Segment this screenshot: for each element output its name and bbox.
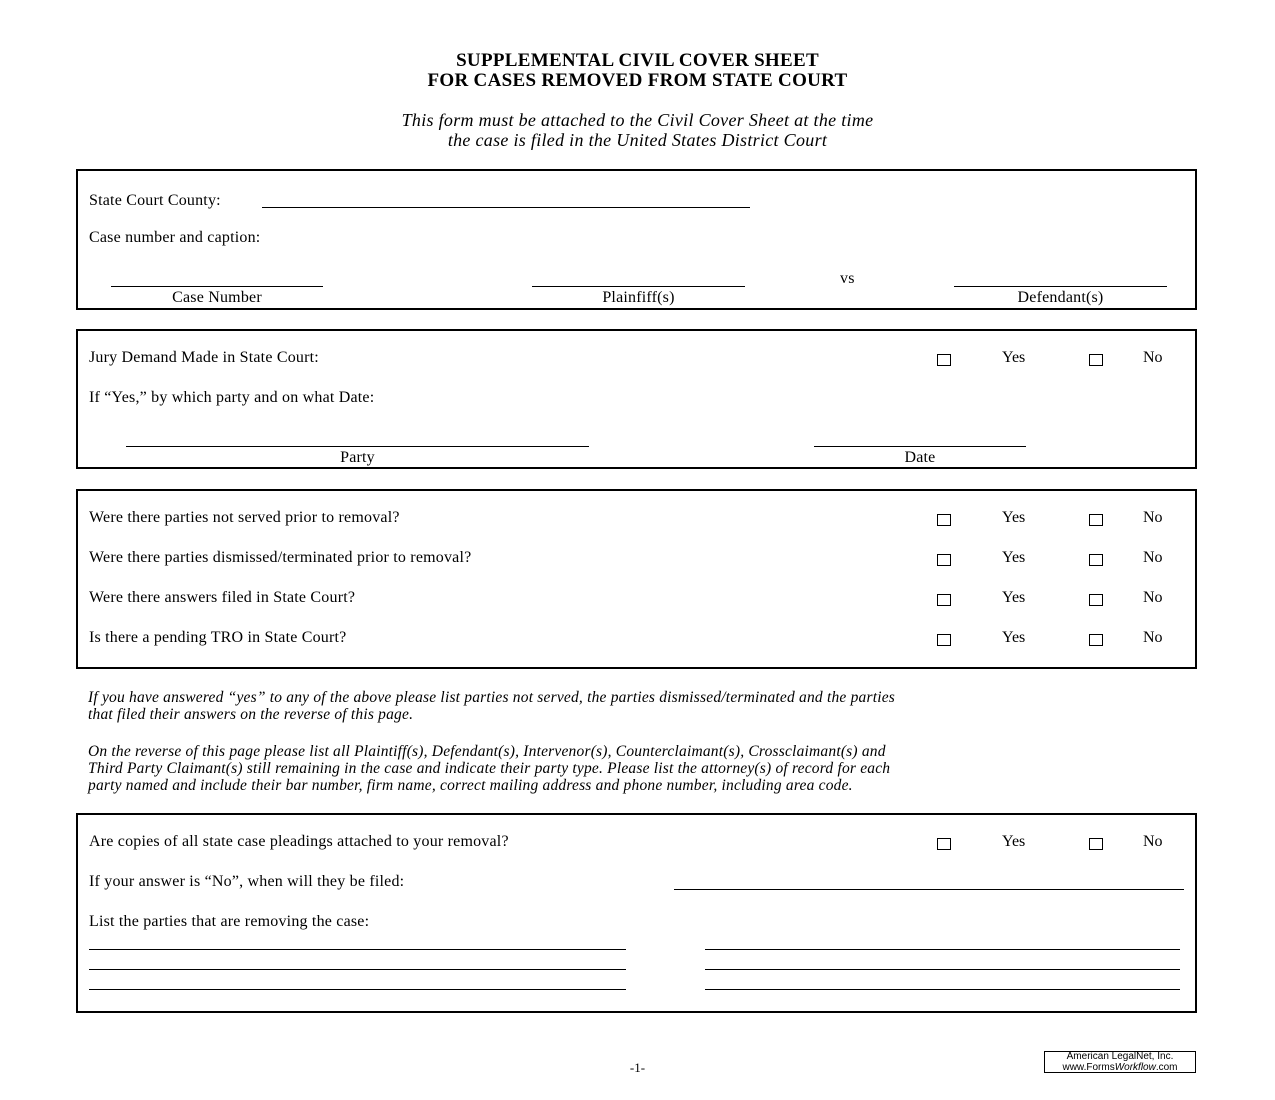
instructions-p2-line3: party named and include their bar number, firm name, correct mailing address and phone number, including area code.	[88, 777, 853, 794]
jury-demand-yes-label: Yes	[1002, 349, 1026, 366]
yes-label: Yes	[1002, 589, 1026, 606]
removing-party-line-1[interactable]	[89, 949, 626, 950]
publisher-badge	[1044, 1051, 1196, 1073]
jury-date-field[interactable]	[814, 446, 1026, 447]
removing-party-line-6[interactable]	[705, 989, 1180, 990]
defendant-caption: Defendant(s)	[1017, 289, 1104, 306]
versus-label: vs	[840, 270, 855, 287]
pending-tro-yes-checkbox[interactable]	[937, 634, 951, 646]
instructions-p2-line2: Third Party Claimant(s) still remaining in the case and indicate their party type. Please list the attorney(s) of record for each	[88, 760, 891, 777]
no-label: No	[1143, 589, 1163, 606]
copies-attached-label: Are copies of all state case pleadings attached to your removal?	[89, 833, 509, 850]
removing-party-line-4[interactable]	[705, 949, 1180, 950]
jury-party-field[interactable]	[126, 446, 589, 447]
no-label: No	[1143, 629, 1163, 646]
removing-party-line-5[interactable]	[705, 969, 1180, 970]
removal-questions-section	[76, 489, 1197, 669]
question-parties-not-served: Were there parties not served prior to removal?	[89, 509, 400, 526]
question-answers-filed: Were there answers filed in State Court?	[89, 589, 356, 606]
publisher-url: www.FormsWorkflow.com	[1062, 1061, 1178, 1073]
instructions-paragraph-2	[88, 743, 1178, 794]
defendant-field[interactable]	[954, 286, 1167, 287]
dismissed-yes-checkbox[interactable]	[937, 554, 951, 566]
not-served-yes-checkbox[interactable]	[937, 514, 951, 526]
jury-demand-no-label: No	[1143, 349, 1163, 366]
copies-yes-checkbox[interactable]	[937, 838, 951, 850]
instructions-p1-line1: If you have answered “yes” to any of the above please list parties not served, the parties dismissed/terminated and the parties	[88, 689, 896, 706]
if-yes-label: If “Yes,” by which party and on what Date:	[89, 389, 375, 406]
form-subtitle-line2: the case is filed in the United States District Court	[447, 130, 828, 150]
answers-filed-yes-checkbox[interactable]	[937, 594, 951, 606]
jury-demand-yes-checkbox[interactable]	[937, 354, 951, 366]
form-title-line2: FOR CASES REMOVED FROM STATE COURT	[427, 70, 848, 91]
removing-party-line-2[interactable]	[89, 969, 626, 970]
date-caption: Date	[904, 449, 936, 466]
jury-demand-no-checkbox[interactable]	[1089, 354, 1103, 366]
yes-label: Yes	[1002, 833, 1026, 850]
removing-party-line-3[interactable]	[89, 989, 626, 990]
instructions-p1-line2: that filed their answers on the reverse of this page.	[88, 706, 414, 723]
question-parties-dismissed: Were there parties dismissed/terminated prior to removal?	[89, 549, 472, 566]
pleadings-section	[76, 813, 1197, 1013]
if-no-label: If your answer is “No”, when will they be filed:	[89, 873, 405, 890]
filing-date-field[interactable]	[674, 889, 1184, 890]
case-number-caption: Case Number	[172, 289, 262, 306]
removing-parties-label: List the parties that are removing the case:	[89, 913, 370, 930]
case-info-section	[76, 169, 1197, 310]
no-label: No	[1143, 549, 1163, 566]
yes-label: Yes	[1002, 629, 1026, 646]
state-court-county-field[interactable]	[262, 207, 750, 208]
no-label: No	[1143, 509, 1163, 526]
jury-demand-label: Jury Demand Made in State Court:	[89, 349, 319, 366]
no-label: No	[1143, 833, 1163, 850]
instructions-paragraph-1	[88, 689, 1178, 723]
page-number: -1-	[629, 1060, 646, 1075]
instructions-p2-line1: On the reverse of this page please list all Plaintiff(s), Defendant(s), Intervenor(s), Counterclaimant(s), Crossclaimant(s) and	[88, 743, 886, 760]
copies-no-checkbox[interactable]	[1089, 838, 1103, 850]
yes-label: Yes	[1002, 549, 1026, 566]
jury-demand-section	[76, 329, 1197, 469]
case-number-field[interactable]	[111, 286, 323, 287]
plaintiff-field[interactable]	[532, 286, 745, 287]
case-caption-label: Case number and caption:	[89, 229, 261, 246]
yes-label: Yes	[1002, 509, 1026, 526]
question-pending-tro: Is there a pending TRO in State Court?	[89, 629, 347, 646]
state-court-county-label: State Court County:	[89, 192, 221, 209]
form-subtitle-line1: This form must be attached to the Civil Cover Sheet at the time	[401, 110, 874, 130]
party-caption: Party	[340, 449, 375, 466]
answers-filed-no-checkbox[interactable]	[1089, 594, 1103, 606]
pending-tro-no-checkbox[interactable]	[1089, 634, 1103, 646]
dismissed-no-checkbox[interactable]	[1089, 554, 1103, 566]
form-title-line1: SUPPLEMENTAL CIVIL COVER SHEET	[456, 50, 819, 71]
plaintiff-caption: Plainfiff(s)	[602, 289, 675, 306]
publisher-name: American LegalNet, Inc.	[1066, 1051, 1174, 1062]
not-served-no-checkbox[interactable]	[1089, 514, 1103, 526]
